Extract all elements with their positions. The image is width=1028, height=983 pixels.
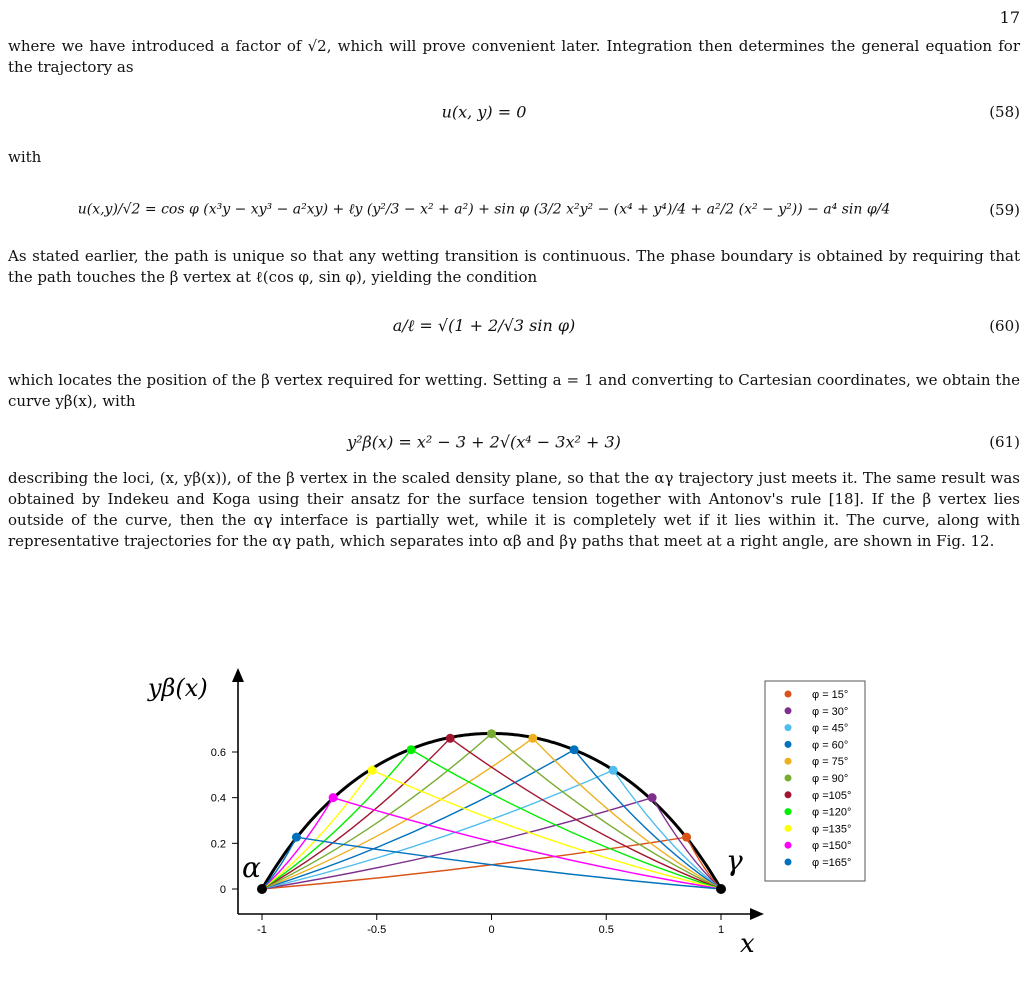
paragraph-loci: describing the loci, (x, yβ(x)), of the β vertex in the scaled density plane, so that the αγ trajectory just meets it. The same result was obtained by Indekeu and Koga using their ansatz for the surface tension together with Antonov's rule [18]. If the β vertex lies outside of the curve, then the αγ interface is partially wet, while it is completely wet if it lies within it. The curve, along with representative trajectories for the αγ path, which separates into αβ and βγ paths that meet at a right angle, are shown in Fig. 12.	[8, 469, 1020, 550]
equation-61-body: y²β(x) = x² − 3 + 2√(x⁴ − 3x² + 3)	[347, 432, 621, 452]
y-tick-label: 0.6	[210, 747, 226, 759]
paragraph-cartesian: which locates the position of the β vertex required for wetting. Setting a = 1 and converting to Cartesian coordinates, we obtain the curve yβ(x), with	[8, 371, 1020, 410]
legend-marker	[785, 825, 792, 832]
legend-marker	[785, 758, 792, 765]
equation-59-number: (59)	[989, 201, 1020, 219]
equation-60-number: (60)	[989, 317, 1020, 335]
trajectory-paths	[262, 734, 721, 889]
legend-marker	[785, 775, 792, 782]
beta-vertex-point	[609, 766, 618, 775]
y-axis-label: yβ(x)	[148, 674, 208, 702]
chart-axes	[147, 668, 764, 959]
alpha-point	[257, 884, 267, 894]
equation-61-number: (61)	[989, 433, 1020, 451]
x-axis-arrow	[750, 908, 764, 920]
beta-vertex-point	[329, 793, 338, 802]
legend-label: φ = 15°	[812, 689, 849, 701]
y-tick-label: 0	[219, 884, 226, 896]
x-tick-label: 1	[717, 924, 725, 936]
alpha-beta-path	[262, 738, 533, 889]
page-number: 17	[999, 8, 1020, 27]
legend-marker	[785, 691, 792, 698]
gamma-label: γ	[726, 844, 743, 877]
legend-label: φ = 60°	[812, 739, 849, 752]
legend-marker	[785, 741, 792, 748]
beta-vertex-point	[446, 734, 455, 743]
x-tick-label: 0	[488, 924, 495, 936]
paragraph-phase-boundary: As stated earlier, the path is unique so that any wetting transition is continuous. The phase boundary is obtained by requiring that the path touches the β vertex at ℓ(cos φ, sin φ), yielding the condition	[8, 247, 1020, 286]
legend-label: φ = 30°	[812, 705, 849, 718]
equation-59-body: u(x,y)/√2 = cos φ (x³y − xy³ − a²xy) + ℓy (y²/3 − x² + a²) + sin φ (3/2 x²y² − (x⁴ + y⁴)/4 + a²/2 (x² − y²)) − a⁴ sin φ/4	[77, 201, 891, 218]
y-tick-label: 0.4	[210, 792, 226, 805]
legend-label: φ =105°	[812, 789, 852, 802]
alpha-beta-path	[262, 750, 411, 889]
beta-gamma-path	[533, 738, 721, 889]
beta-gamma-path	[574, 750, 721, 889]
chart-ticks	[211, 747, 724, 936]
beta-gamma-path	[450, 738, 721, 889]
x-tick-label: -0.5	[367, 924, 387, 936]
x-tick-label: 0.5	[598, 924, 614, 936]
gamma-point	[716, 884, 726, 894]
legend-label: φ =135°	[812, 823, 852, 836]
beta-vertex-point	[682, 833, 691, 842]
alpha-beta-path	[262, 738, 450, 889]
beta-vertex-point	[487, 729, 496, 738]
x-tick-label: -1	[257, 924, 267, 936]
beta-vertex-point	[570, 745, 579, 754]
equation-58-body: u(x, y) = 0	[441, 102, 527, 122]
paragraph-intro: where we have introduced a factor of √2, which will prove convenient later. Integration then determines the general equation for the trajectory as	[8, 37, 1020, 76]
legend-label: φ = 90°	[812, 773, 849, 785]
equation-60-body: a/ℓ = √(1 + 2/√3 sin φ)	[392, 316, 576, 335]
beta-vertex-point	[368, 766, 377, 775]
y-tick-label: 0.2	[210, 838, 226, 851]
legend-marker	[785, 842, 792, 849]
chart-legend	[765, 681, 865, 881]
legend-label: φ =150°	[812, 840, 852, 853]
label-with: with	[8, 148, 42, 166]
beta-vertex-point	[648, 793, 657, 802]
legend-label: φ =120°	[812, 806, 852, 819]
legend-marker	[785, 724, 792, 731]
legend-label: φ = 45°	[812, 722, 849, 735]
beta-vertex-point	[528, 734, 537, 743]
legend-label: φ = 75°	[812, 756, 849, 769]
legend-marker	[785, 791, 792, 798]
beta-vertex-markers	[292, 729, 691, 841]
beta-vertex-point	[407, 745, 416, 754]
beta-vertex-point	[292, 833, 301, 842]
alpha-label: α	[242, 851, 261, 884]
legend-label: φ =165°	[812, 857, 852, 869]
legend-marker	[785, 707, 792, 714]
legend-marker	[785, 808, 792, 815]
equation-58-number: (58)	[989, 103, 1020, 121]
y-axis-arrow	[232, 668, 244, 682]
x-axis-label: x	[740, 929, 755, 959]
legend-marker	[785, 859, 792, 866]
